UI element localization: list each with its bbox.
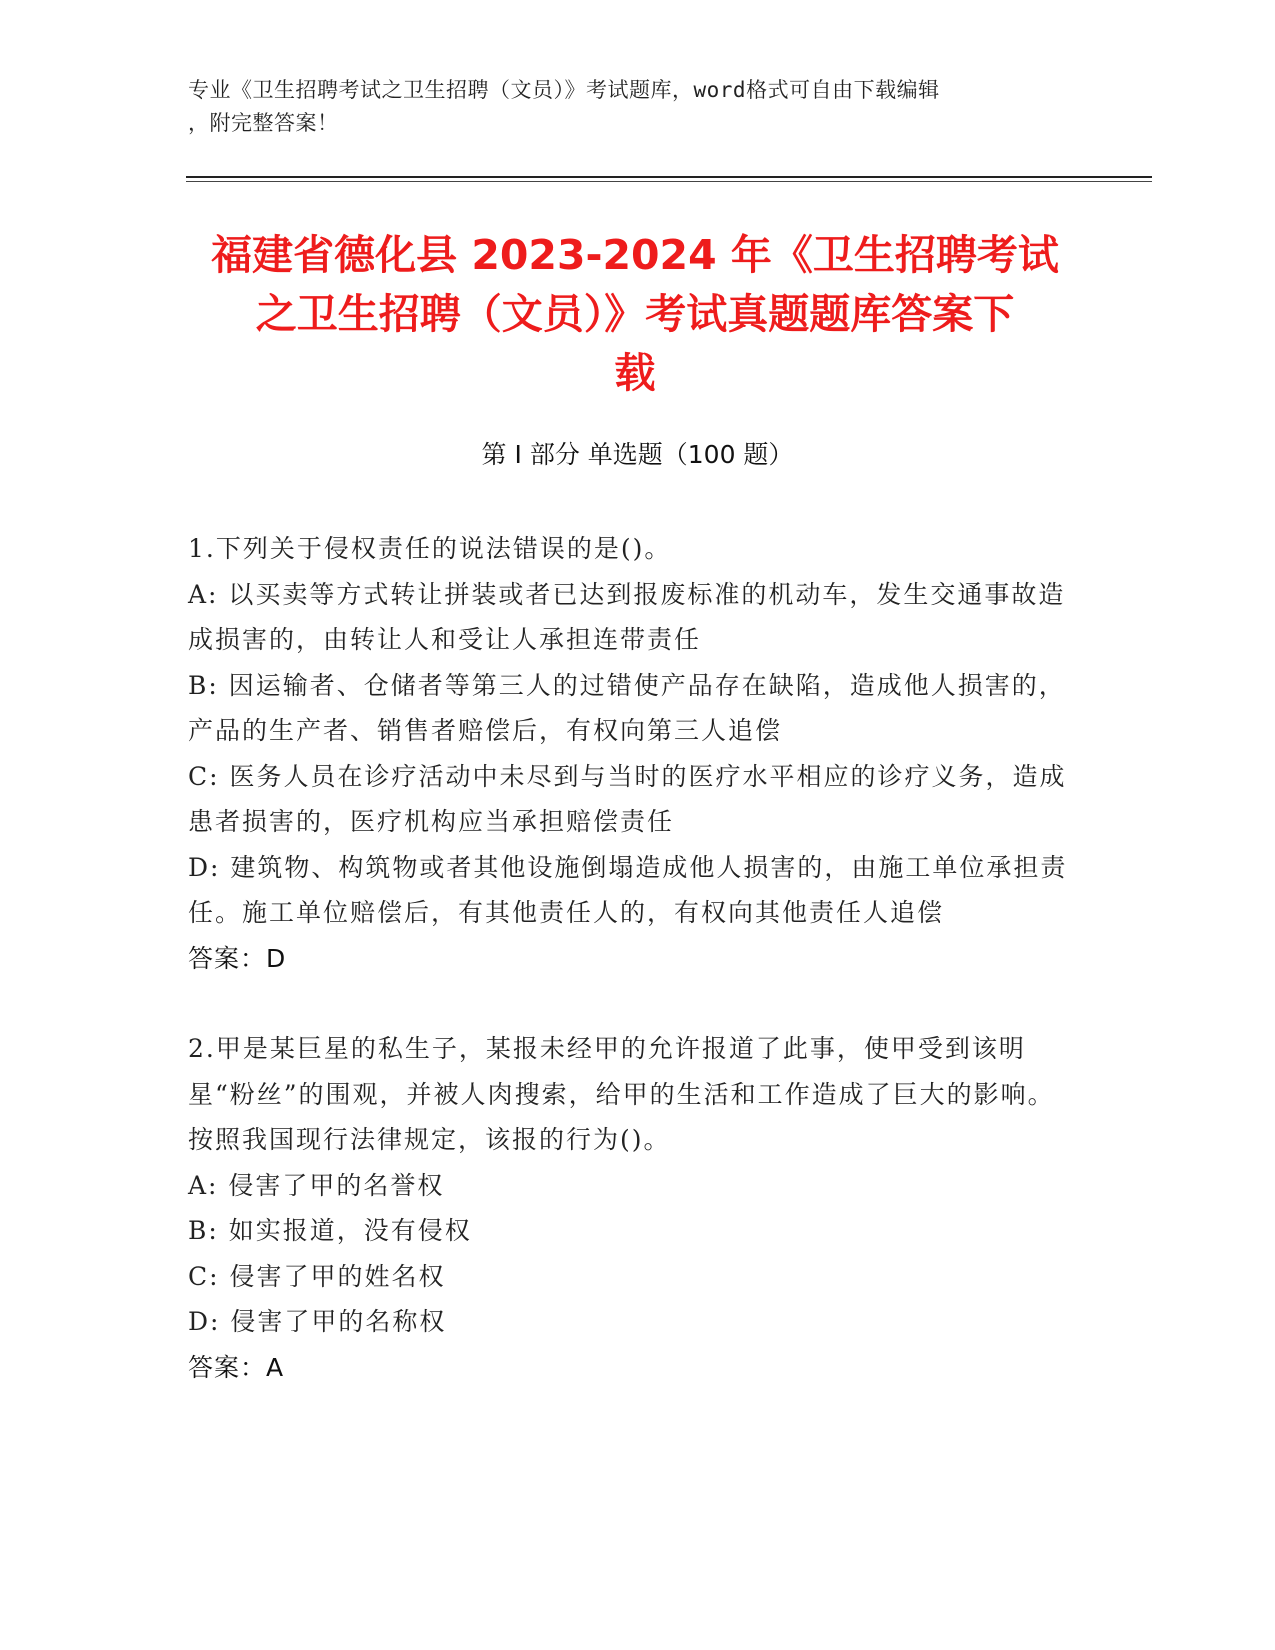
question-stem: 1.下列关于侵权责任的说法错误的是()。	[188, 534, 672, 563]
option-c: C: 医务人员在诊疗活动中未尽到与当时的医疗水平相应的诊疗义务，造成患者损害的，医疗机构应当承担赔偿责任	[188, 761, 1067, 836]
header-note-line-1: 专业《卫生招聘考试之卫生招聘（文员）》考试题库，word格式可自由下载编辑	[188, 78, 940, 102]
document-title	[190, 226, 1080, 403]
document-title-line-2: 之卫生招聘（文员）》考试真题题库答案下	[255, 290, 1015, 338]
answer: 答案：A	[188, 1352, 285, 1382]
header-rule-thick	[186, 176, 1152, 178]
option-a: A: 侵害了甲的名誉权	[188, 1170, 445, 1200]
question-stem: 2.甲是某巨星的私生子，某报未经甲的允许报道了此事，使甲受到该明星“粉丝”的围观，并被人肉搜索，给甲的生活和工作造成了巨大的影响。按照我国现行法律规定，该报的行为()。	[188, 1034, 1055, 1154]
question-1	[188, 526, 1068, 981]
option-c: C: 侵害了甲的姓名权	[188, 1261, 446, 1291]
option-b: B: 因运输者、仓储者等第三人的过错使产品存在缺陷，造成他人损害的，产品的生产者、销售者赔偿后，有权向第三人追偿	[188, 670, 1066, 745]
header-rule-thin	[186, 181, 1152, 182]
option-d: D: 建筑物、构筑物或者其他设施倒塌造成他人损害的，由施工单位承担责任。施工单位赔偿后，有其他责任人的，有权向其他责任人追偿	[188, 852, 1068, 927]
header-note-line-2: ，附完整答案！	[188, 111, 339, 135]
section-heading: 第 I 部分 单选题（100 题）	[481, 440, 794, 469]
option-d: D: 侵害了甲的名称权	[188, 1307, 447, 1336]
question-list	[188, 526, 1068, 1390]
option-a: A: 以买卖等方式转让拼装或者已达到报废标准的机动车，发生交通事故造成损害的，由转让人和受让人承担连带责任	[188, 579, 1066, 654]
question-2	[188, 1026, 1068, 1390]
document-title-line-1: 福建省德化县 2023-2024 年《卫生招聘考试	[211, 231, 1059, 279]
document-title-line-3: 载	[614, 349, 656, 397]
option-b: B: 如实报道，没有侵权	[188, 1216, 472, 1245]
header-note	[188, 74, 1068, 140]
answer: 答案：D	[188, 943, 287, 973]
